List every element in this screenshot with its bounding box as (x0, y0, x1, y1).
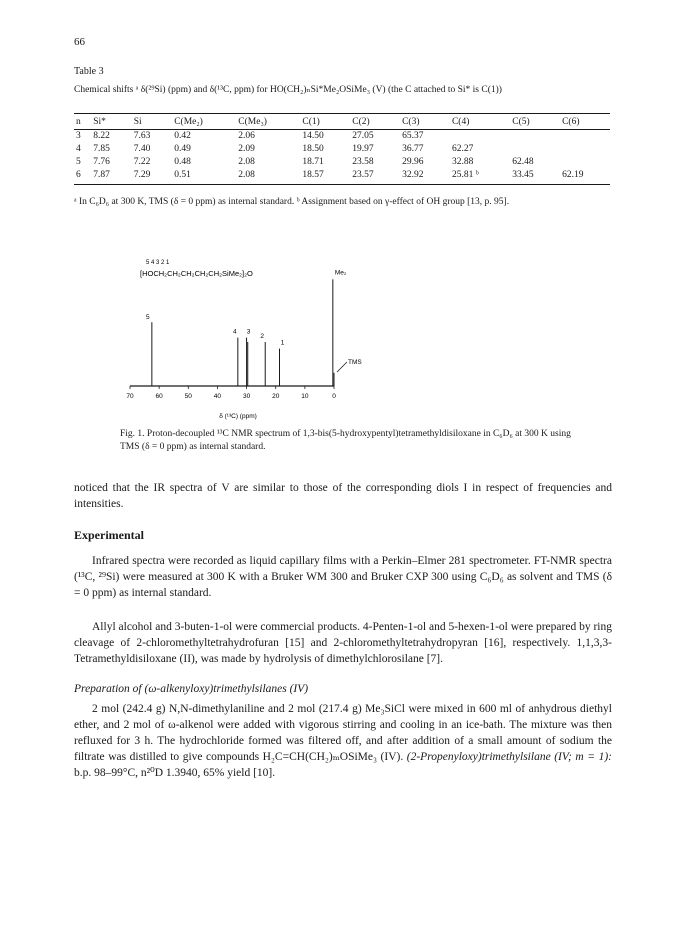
table-cell: 2.06 (238, 131, 255, 141)
table-cell: 4 (76, 144, 81, 154)
table-cell: 0.49 (174, 144, 191, 154)
table-cell: 5 (76, 157, 81, 167)
table-cell: 18.57 (300, 169, 350, 185)
table-cell: 7.76 (93, 157, 110, 167)
body-paragraph (74, 701, 612, 781)
peak-label: 5 (146, 314, 150, 322)
table-cell (560, 143, 610, 156)
table-cell: 7.40 (133, 144, 151, 154)
table-cell: 0.48 (174, 157, 191, 167)
table-row (74, 143, 610, 156)
table-cell (450, 130, 510, 144)
spectrum-axis-ticks (126, 386, 336, 400)
table-cell (510, 130, 560, 144)
table-cell: 23.58 (352, 157, 374, 167)
table-cell (510, 143, 560, 156)
section-heading: Experimental (74, 528, 144, 542)
chemical-shifts-table (74, 113, 610, 185)
spectrum-peaks (152, 279, 334, 386)
table-cell: 0.42 (174, 131, 191, 141)
table-cell: 27.05 (352, 131, 374, 141)
axis-tick-label: 10 (301, 393, 309, 400)
table-cell: 65.37 (402, 131, 424, 141)
table-row (74, 130, 610, 144)
table-cell: 18.71 (302, 157, 324, 167)
table-cell: 29.96 (402, 157, 424, 167)
peak-label: 3 (246, 328, 251, 336)
nmr-spectrum-figure (120, 238, 360, 424)
table-caption: Chemical shifts ᵃ δ(²⁹Si) (ppm) and δ(¹³C, ppm) for HO(CH₂)ₙSi*Me₂OSiMe₃ (V) (the C attached to Si* is C(1)) (74, 85, 502, 95)
peak-label: 2 (260, 333, 265, 340)
paragraph-text: 2 mol (242.4 g) N,N-dimethylaniline and 2 mol (217.4 g) Me₃SiCl were mixed in 600 ml of anhydrous diethyl ether, and 2 mol of ω-alkenol were added with vigorous stirring and cooling in an ice-bath. The mixture was then refluxed for 3 h. The hydrochloride formed was filtered off, and after addition of a small amount of sodium the filtrate was distilled to give compounds H₂C=CH(CH₂)ₘOSiMe₃ (IV). (74, 703, 612, 763)
table-cell: 7.63 (133, 131, 151, 141)
table-row (74, 169, 610, 185)
spectrum-axis-label: δ (¹³C) (ppm) (219, 413, 257, 420)
peak-label: Me₂ (334, 269, 347, 277)
body-paragraph: noticed that the IR spectra of V are similar to those of the corresponding diols I in respect of frequencies and intensities. (74, 482, 612, 510)
paragraph-text: b.p. 98–99°C, n²⁰D 1.3940, 65% yield [10]. (74, 767, 276, 779)
structure-formula: [HOCH₂CH₂CH₂CH₂CH₂SiMe₂]₂O (140, 269, 253, 278)
table-header-cell: n (74, 114, 91, 130)
table-cell: 18.50 (302, 144, 324, 154)
table-header-cell: C(4) (450, 114, 510, 130)
subsection-heading: Preparation of (ω-alkenyloxy)trimethylsilanes (IV) (74, 683, 309, 695)
axis-tick-label: 70 (126, 393, 134, 400)
table-header-cell: C(Me₂) (172, 114, 236, 130)
table-cell: 62.48 (512, 157, 534, 167)
table-cell: 3 (76, 131, 81, 141)
peak-label: TMS (348, 359, 362, 366)
table-cell: 36.77 (402, 144, 424, 154)
table-cell: 32.92 (400, 169, 450, 185)
table-cell: 23.57 (350, 169, 400, 185)
table-header-cell: Si (132, 114, 173, 130)
table-header-cell: Si* (91, 114, 132, 130)
table-header-cell: C(3) (400, 114, 450, 130)
table-cell: 2.08 (238, 157, 255, 167)
table-header-cell: C(1) (300, 114, 350, 130)
table-cell (560, 130, 610, 144)
table-cell (560, 156, 610, 169)
figure-caption: Fig. 1. Proton-decoupled ¹³C NMR spectrum of 1,3-bis(5-hydroxypentyl)tetramethyldisiloxane in C₆D₆ at 300 K using TMS (δ = 0 ppm) as internal standard. (120, 429, 571, 452)
table-header-cell: C(Me₃) (236, 114, 300, 130)
table-cell: 2.09 (238, 144, 255, 154)
table-cell: 6 (74, 169, 91, 185)
table-cell: 7.87 (91, 169, 132, 185)
table-cell: 7.22 (133, 157, 151, 167)
table-title: Table 3 (74, 66, 104, 77)
axis-tick-label: 0 (332, 393, 336, 400)
table-cell: 19.97 (352, 144, 374, 154)
table-header-cell: C(5) (510, 114, 560, 130)
table-cell: 25.81 ᵇ (450, 169, 510, 185)
axis-tick-label: 60 (155, 393, 163, 400)
table-cell: 2.08 (236, 169, 300, 185)
table-footnote: ᵃ In C₆D₆ at 300 K, TMS (δ = 0 ppm) as internal standard. ᵇ Assignment based on γ-effect of OH group [13, p. 95]. (74, 197, 510, 207)
compound-name: (2-Propenyloxy)trimethylsilane (IV; m = 1): (406, 751, 612, 763)
axis-tick-label: 20 (272, 393, 280, 400)
spectrum-peak-labels (146, 269, 362, 372)
body-paragraph: Infrared spectra were recorded as liquid capillary films with a Perkin–Elmer 281 spectrometer. FT-NMR spectra (¹³C, ²⁹Si) were measured at 300 K with a Bruker WM 300 and Bruker CXP 300 using C₆D₆ as solvent and TMS (δ = 0 ppm) as internal standard. (74, 555, 612, 599)
axis-tick-label: 40 (213, 393, 222, 400)
axis-tick-label: 30 (242, 393, 251, 400)
table-cell: 33.45 (510, 169, 560, 185)
table-cell: 62.27 (451, 144, 474, 154)
table-cell: 32.88 (451, 157, 474, 167)
table-row (74, 156, 610, 169)
table-cell: 62.19 (560, 169, 610, 185)
table-cell: 7.85 (93, 144, 110, 154)
table-header-cell: C(6) (560, 114, 610, 130)
page-number: 66 (74, 36, 85, 48)
body-paragraph: Allyl alcohol and 3-buten-1-ol were commercial products. 4-Penten-1-ol and 5-hexen-1-ol were prepared by ring cleavage of 2-chloromethyltetrahydrofuran [15] and 2-chloromethyltetrahydropyran [16], respectively. 1,1,3,3-Tetramethyldisiloxane (II), was made by hydrolysis of dimethylchlorosilane [7]. (74, 621, 612, 665)
tms-arrow (337, 362, 347, 372)
peak-label: 4 (233, 328, 237, 336)
table-cell: 7.29 (132, 169, 173, 185)
table-cell: 14.50 (302, 131, 324, 141)
peak-label: 1 (280, 339, 285, 347)
table-header-cell: C(2) (350, 114, 400, 130)
axis-tick-label: 50 (184, 393, 192, 400)
table-header-row (74, 114, 610, 130)
structure-numbers: 5 4 3 2 1 (146, 260, 170, 266)
table-cell: 8.22 (93, 131, 110, 141)
table-cell: 0.51 (172, 169, 236, 185)
